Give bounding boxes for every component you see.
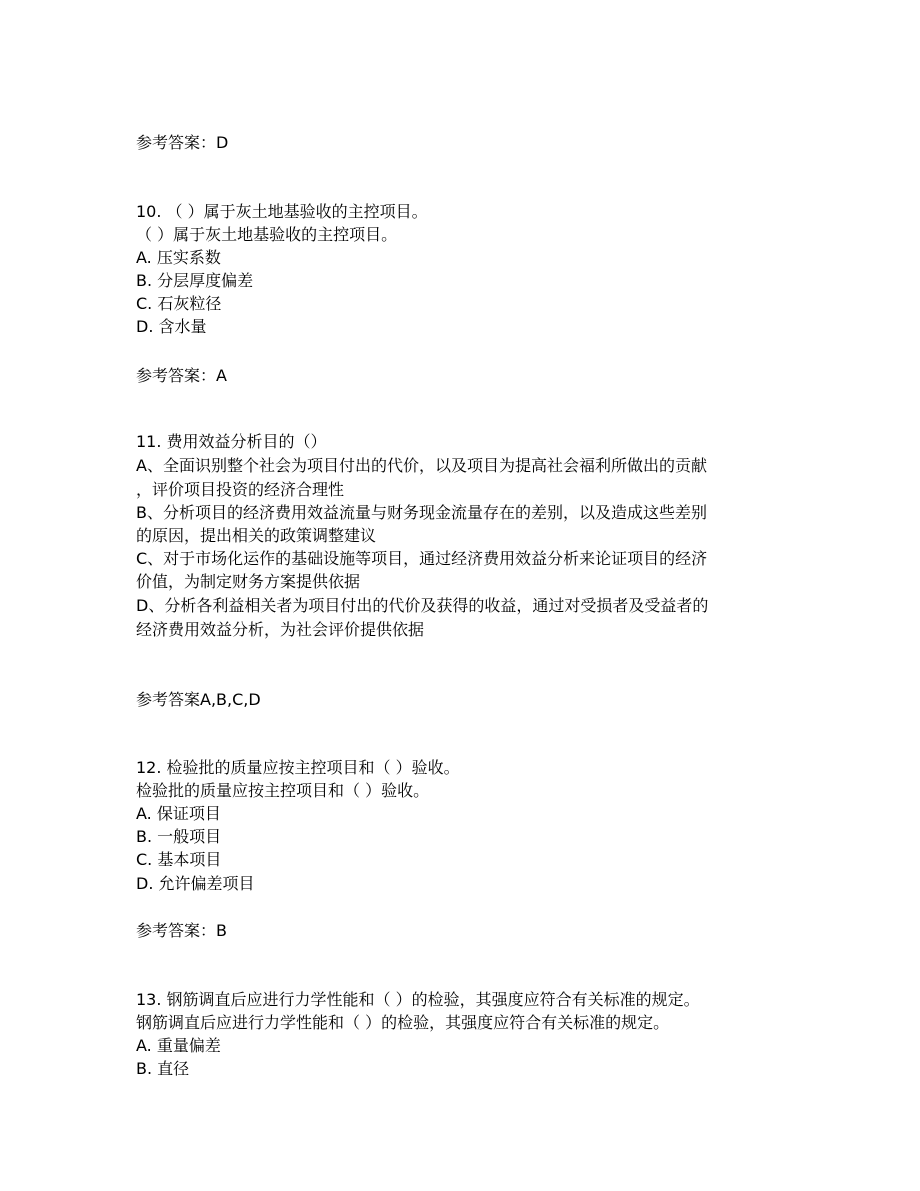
- question-11-line: 经济费用效益分析，为社会评价提供依据: [136, 620, 425, 639]
- question-10-title: 10. （ ）属于灰土地基验收的主控项目。: [136, 202, 428, 221]
- question-11-line: C、对于市场化运作的基础设施等项目，通过经济费用效益分析来论证项目的经济: [136, 549, 708, 568]
- question-11-answer: 参考答案A,B,C,D: [136, 690, 261, 709]
- question-11-line: D、分析各利益相关者为项目付出的代价及获得的收益，通过对受损者及受益者的: [136, 596, 709, 615]
- question-11-title: 11. 费用效益分析目的（）: [136, 432, 327, 451]
- question-12-option-c: C. 基本项目: [136, 850, 222, 869]
- question-11-line: ，评价项目投资的经济合理性: [136, 480, 345, 499]
- question-12-stem: 检验批的质量应按主控项目和（ ）验收。: [136, 781, 430, 800]
- question-13-title: 13. 钢筋调直后应进行力学性能和（ ）的检验，其强度应符合有关标准的规定。: [136, 990, 700, 1009]
- question-11-line: A、全面识别整个社会为项目付出的代价，以及项目为提高社会福利所做出的贡献: [136, 456, 707, 475]
- question-10-stem: （ ）属于灰土地基验收的主控项目。: [136, 225, 398, 244]
- question-10-option-c: C. 石灰粒径: [136, 294, 222, 313]
- question-11-line: B、分析项目的经济费用效益流量与财务现金流量存在的差别，以及造成这些差别: [136, 503, 707, 522]
- question-12-option-a: A. 保证项目: [136, 804, 221, 823]
- answer-text: 参考答案：D: [136, 133, 229, 152]
- question-13-stem: 钢筋调直后应进行力学性能和（ ）的检验，其强度应符合有关标准的规定。: [136, 1013, 670, 1032]
- question-11-line: 的原因，提出相关的政策调整建议: [136, 526, 377, 545]
- question-10-option-d: D. 含水量: [136, 317, 207, 336]
- question-12-option-d: D. 允许偏差项目: [136, 874, 255, 893]
- question-12-answer: 参考答案：B: [136, 921, 227, 940]
- question-10-answer: 参考答案：A: [136, 366, 227, 385]
- question-11-line: 价值，为制定财务方案提供依据: [136, 572, 361, 591]
- question-13-option-b: B. 直径: [136, 1059, 190, 1078]
- question-10-option-b: B. 分层厚度偏差: [136, 271, 254, 290]
- question-12-title: 12. 检验批的质量应按主控项目和（ ）验收。: [136, 758, 460, 777]
- question-12-option-b: B. 一般项目: [136, 827, 222, 846]
- question-10-option-a: A. 压实系数: [136, 248, 221, 267]
- question-13-option-a: A. 重量偏差: [136, 1036, 221, 1055]
